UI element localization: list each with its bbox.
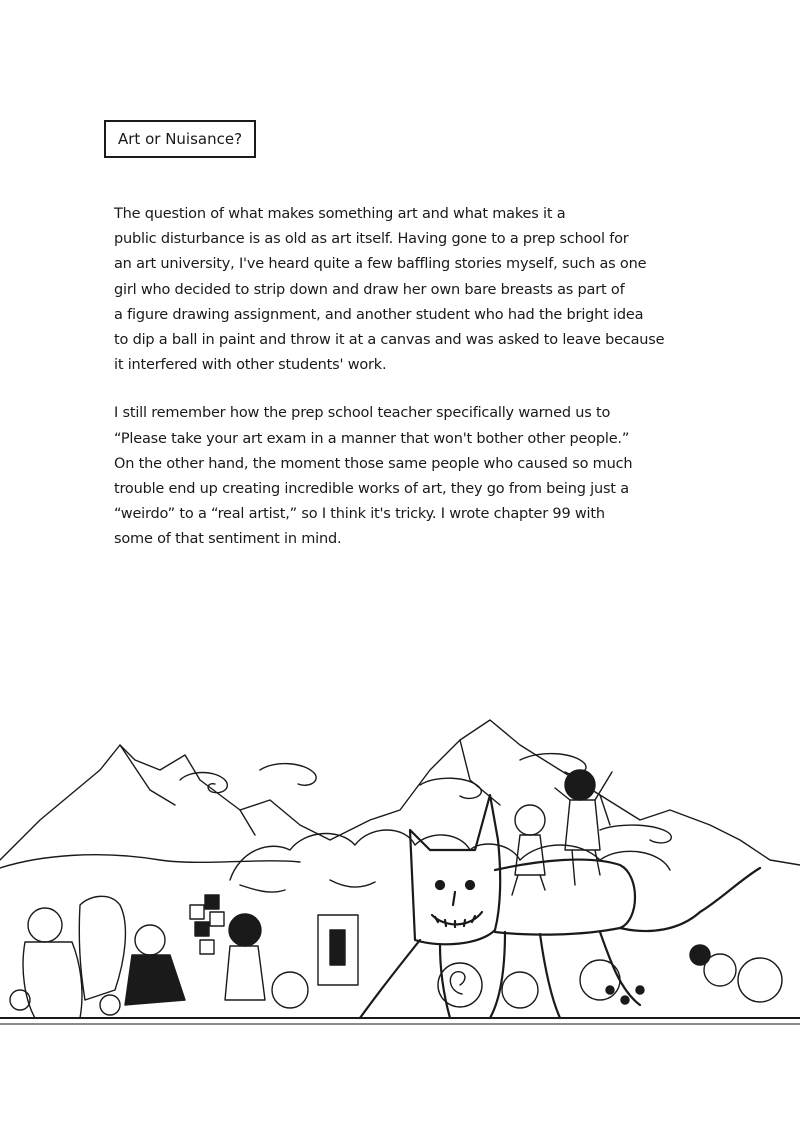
- text-line: “weirdo” to a “real artist,” so I think it's tricky. I wrote chapter 99 with: [114, 506, 605, 523]
- paragraph-2: [114, 401, 714, 552]
- crowd-drawing: [10, 895, 358, 1018]
- text-line: The question of what makes something art and what makes it a: [114, 206, 566, 222]
- text-line: to dip a ball in paint and throw it at a canvas and was asked to leave because: [114, 332, 665, 349]
- text-line: it interfered with other students' work.: [114, 357, 387, 374]
- clouds-drawing: [0, 754, 671, 868]
- mountains-drawing: [0, 720, 800, 865]
- text-line: a figure drawing assignment, and another student who had the bright idea: [114, 306, 644, 323]
- text-line: public disturbance is as old as art itself. Having gone to a prep school for: [114, 231, 629, 248]
- paragraph-1: [114, 202, 714, 378]
- text-line: I still remember how the prep school teacher specifically warned us to: [114, 405, 611, 422]
- swirl-bushes-drawing: [438, 945, 782, 1008]
- parade-illustration: [0, 700, 800, 1040]
- text-line: “Please take your art exam in a manner that won't bother other people.”: [114, 430, 630, 447]
- essay-title: Art or Nuisance?: [104, 120, 256, 158]
- text-line: On the other hand, the moment those same people who caused so much: [114, 455, 633, 472]
- text-line: trouble end up creating incredible works of art, they go from being just a: [114, 481, 629, 498]
- text-line: some of that sentiment in mind.: [114, 531, 342, 548]
- essay-body: [114, 202, 714, 576]
- cat-creature-drawing: [360, 795, 760, 1018]
- text-line: girl who decided to strip down and draw her own bare breasts as part of: [114, 281, 625, 298]
- children-drawing: [512, 770, 612, 895]
- text-line: an art university, I've heard quite a few baffling stories myself, such as one: [114, 256, 647, 273]
